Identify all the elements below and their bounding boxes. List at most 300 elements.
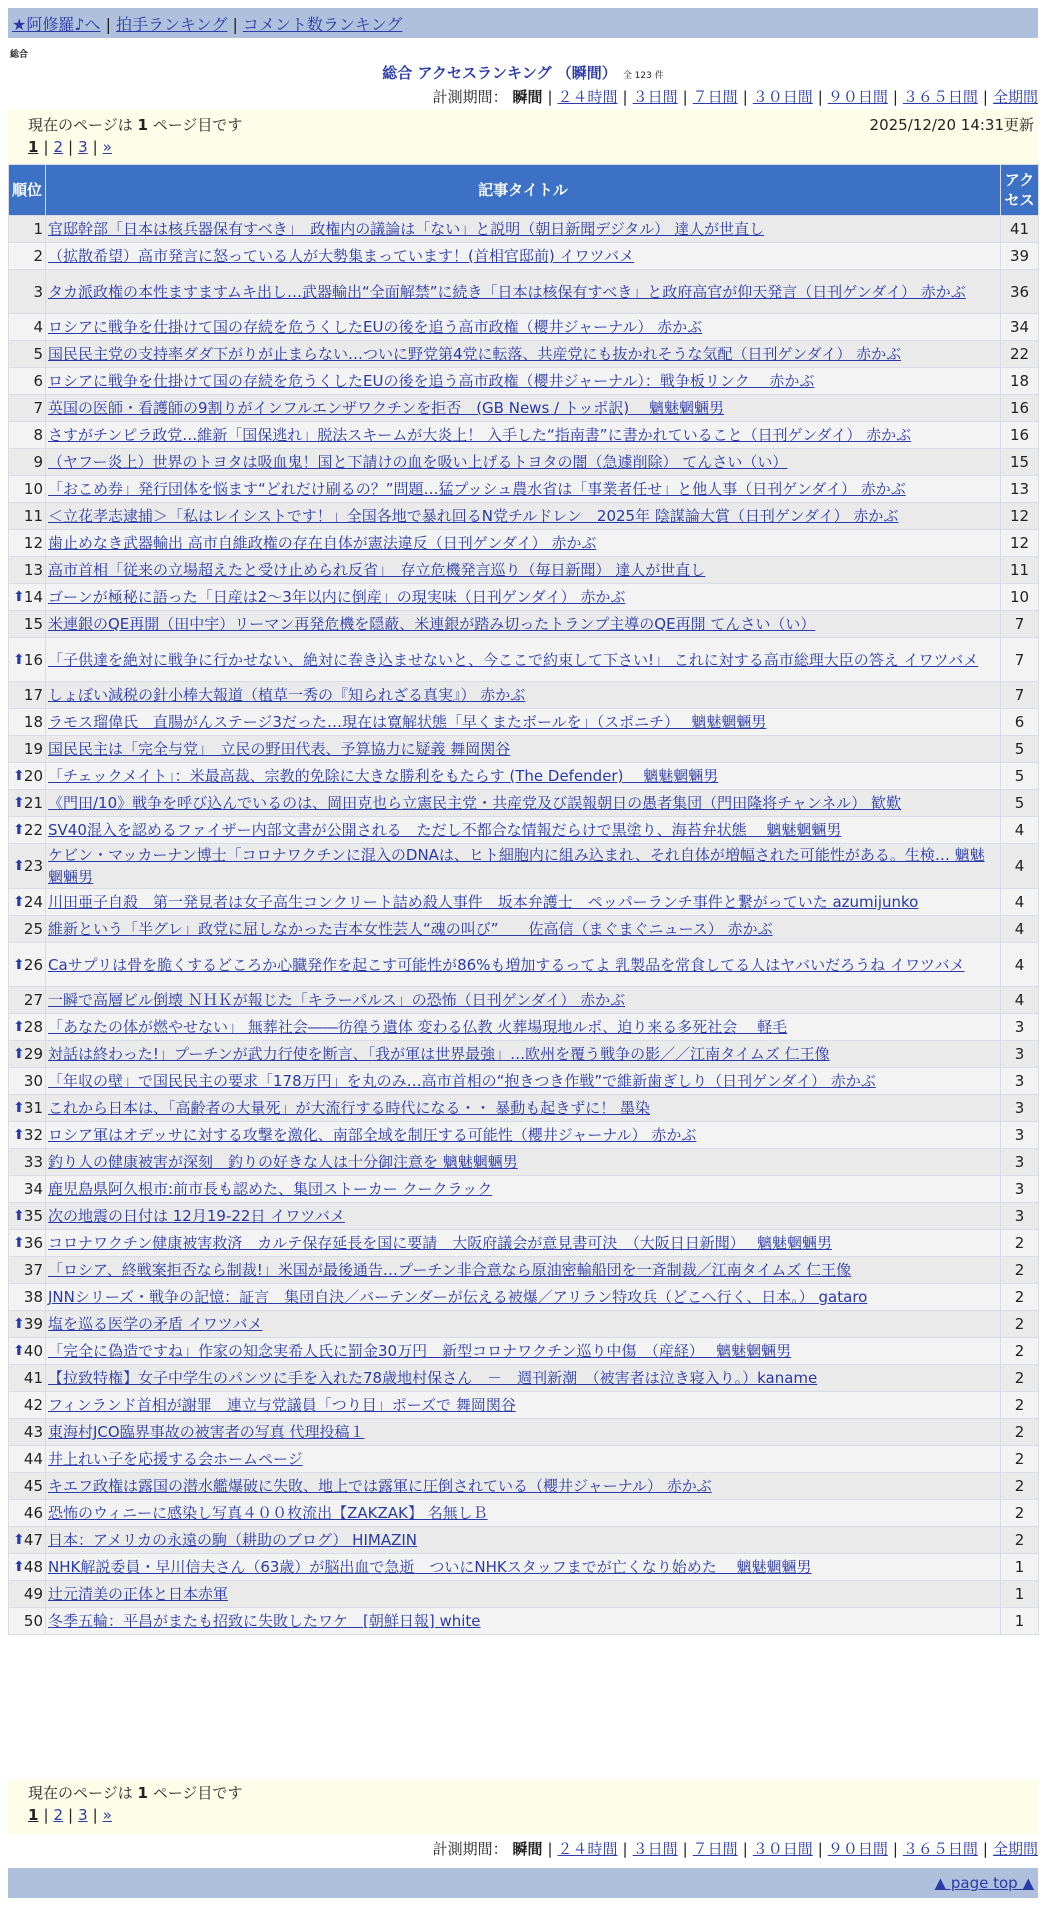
rank-cell — [9, 1473, 46, 1500]
table-row — [9, 1122, 1039, 1149]
access-count-cell: 36 — [1001, 270, 1039, 314]
article-title-link[interactable]: 英国の医師・看護師の9割りがインフルエンザワクチンを拒否 (GB News / トッポ訳) 魑魅魍魎男 — [48, 399, 725, 417]
title-cell — [46, 1041, 1001, 1068]
table-row — [9, 1176, 1039, 1203]
current-page-info: 現在のページは 1 ページ目です — [28, 116, 243, 134]
period-label: 計測期間： — [432, 1840, 508, 1858]
article-title-link[interactable]: ゴーンが極秘に語った「日産は2～3年以内に倒産」の現実味（日刊ゲンダイ） 赤かぶ — [48, 588, 626, 606]
table-row — [9, 611, 1039, 638]
rank-cell — [9, 270, 46, 314]
title-cell — [46, 1527, 1001, 1554]
access-count-cell: 34 — [1001, 314, 1039, 341]
period-option-link[interactable]: ２４時間 — [557, 1840, 618, 1858]
rank-number: 26 — [23, 955, 43, 974]
article-title-link[interactable]: 歯止めなき武器輸出 高市自維政権の存在自体が憲法違反（日刊ゲンダイ） 赤かぶ — [48, 534, 597, 552]
article-title-link[interactable]: キエフ政権は露国の潜水艦爆破に失敗、地上では露軍に圧倒されている（櫻井ジャーナル） 赤かぶ — [48, 1477, 712, 1495]
pagination — [28, 1806, 112, 1824]
pager-link[interactable]: » — [102, 138, 112, 156]
rank-number: 36 — [23, 1234, 43, 1252]
period-option-link[interactable]: ３６５日間 — [902, 1840, 978, 1858]
access-count-cell: 2 — [1001, 1365, 1039, 1392]
table-row — [9, 1311, 1039, 1338]
rank-up-arrow-icon: ⬆ — [13, 1532, 25, 1548]
title-cell — [46, 1284, 1001, 1311]
article-title-link[interactable]: さすがチンピラ政党…維新「国保逃れ」脱法スキームが大炎上！ 入手した“指南書”に書かれていること（日刊ゲンダイ） 赤かぶ — [48, 426, 912, 444]
rank-number: 39 — [23, 1315, 43, 1333]
rank-cell — [9, 1203, 46, 1230]
access-count-cell: 2 — [1001, 1527, 1039, 1554]
article-title-link[interactable]: 「あなたの体が燃やせない」 無葬社会――彷徨う遺体 変わる仏教 火葬場現地ルポ、迫り来る多死社会 軽毛 — [48, 1018, 788, 1036]
rank-number: 44 — [23, 1450, 43, 1468]
pager-link[interactable]: 3 — [78, 138, 88, 156]
separator: | — [817, 1840, 823, 1858]
table-row — [9, 341, 1039, 368]
article-title-link[interactable]: タカ派政権の本性ますますムキ出し…武器輸出“全面解禁”に続き「日本は核保有すべき」と政府高官が仰天発言（日刊ゲンダイ） 赤かぶ — [48, 282, 966, 301]
title-cell — [46, 1473, 1001, 1500]
access-count-cell: 6 — [1001, 709, 1039, 736]
title-cell — [46, 987, 1001, 1014]
table-row — [9, 530, 1039, 557]
access-count-cell: 7 — [1001, 611, 1039, 638]
rank-cell — [9, 503, 46, 530]
rank-cell — [9, 1419, 46, 1446]
table-row — [9, 1554, 1039, 1581]
title-cell — [46, 1122, 1001, 1149]
article-title-link[interactable]: 「チェックメイト」：米最高裁、宗教的免除に大きな勝利をもたらす (The Defender) 魑魅魍魎男 — [48, 767, 719, 785]
separator: | — [92, 1806, 98, 1824]
period-option-link[interactable]: 全期間 — [992, 1840, 1038, 1858]
rank-up-arrow-icon: ⬆ — [13, 589, 25, 605]
rank-up-arrow-icon: ⬆ — [13, 822, 25, 838]
rank-up-arrow-icon: ⬆ — [13, 795, 25, 811]
period-option-link[interactable]: ９０日間 — [827, 88, 888, 106]
article-title-link[interactable]: 恐怖のウィニーに感染し写真４００枚流出【ZAKZAK】 名無しＢ — [48, 1504, 488, 1522]
article-title-link[interactable]: SV40混入を認めるファイザー内部文書が公開される ただし不都合な情報だらけで黒塗り、海苔弁状態 魑魅魍魎男 — [48, 821, 842, 839]
rank-up-arrow-icon: ⬆ — [13, 1019, 25, 1035]
rank-up-arrow-icon: ⬆ — [13, 858, 25, 874]
separator: | — [742, 1840, 748, 1858]
rank-cell — [9, 844, 46, 889]
rank-up-arrow-icon: ⬆ — [13, 1100, 25, 1116]
title-cell — [46, 889, 1001, 916]
table-row — [9, 844, 1039, 889]
separator: | — [622, 88, 628, 106]
rank-number: 25 — [23, 920, 43, 938]
article-title-link[interactable]: 維新という「半グレ」政党に屈しなかった吉本女性芸人“魂の叫び” 佐高信（まぐまぐニュース） 赤かぶ — [48, 920, 773, 938]
rank-cell — [9, 1500, 46, 1527]
access-count-cell: 7 — [1001, 682, 1039, 709]
article-title-link[interactable]: しょぼい減税の針小棒大報道（植草一秀の『知られざる真実』） 赤かぶ — [48, 686, 526, 704]
rank-number: 34 — [23, 1180, 43, 1198]
table-row — [9, 987, 1039, 1014]
rank-number: 9 — [33, 453, 43, 471]
rank-cell — [9, 682, 46, 709]
rank-number: 13 — [23, 561, 43, 579]
table-row — [9, 889, 1039, 916]
article-title-link[interactable]: 【拉致特権】女子中学生のパンツに手を入れた78歳地村保さん － 週刊新潮 （被害者は泣き寝入り。）kaname — [48, 1369, 818, 1387]
separator: | — [43, 138, 49, 156]
period-option-link[interactable]: ３０日間 — [752, 1840, 813, 1858]
home-link[interactable]: ★阿修羅♪へ — [12, 14, 101, 34]
separator: | — [682, 88, 688, 106]
period-selector — [433, 1838, 1038, 1859]
article-title-link[interactable]: 井上れい子を応援する会ホームページ — [48, 1450, 303, 1468]
title-cell — [46, 1149, 1001, 1176]
separator: | — [547, 88, 553, 106]
separator: | — [742, 88, 748, 106]
table-row — [9, 1581, 1039, 1608]
separator: | — [43, 1806, 49, 1824]
pager-link[interactable]: 2 — [53, 138, 64, 156]
title-cell — [46, 790, 1001, 817]
rank-up-arrow-icon: ⬆ — [13, 956, 25, 973]
article-title-link[interactable]: ケビン・マッカーナン博士「コロナワクチンに混入のDNAは、ヒト細胞内に組み込まれ、それ自体が増幅された可能性がある。生検… 魑魅魍魎男 — [48, 846, 985, 886]
table-row — [9, 476, 1039, 503]
title-cell — [46, 1446, 1001, 1473]
title-cell — [46, 1554, 1001, 1581]
access-count-cell: 12 — [1001, 503, 1039, 530]
separator: | — [982, 1840, 988, 1858]
article-title-link[interactable]: 《門田/10》戦争を呼び込んでいるのは、岡田克也ら立憲民主党・共産党及び誤報朝日の愚者集団（門田隆将チャンネル） 歓歎 — [48, 794, 902, 812]
article-title-link[interactable]: Caサプリは骨を脆くするどころか心臓発作を起こす可能性が86%も増加するってよ 乳製品を常食してる人はヤバいだろうね イワツバメ — [48, 955, 965, 974]
period-option-link[interactable]: 全期間 — [992, 88, 1038, 106]
access-count-cell: 22 — [1001, 341, 1039, 368]
title-cell — [46, 1581, 1001, 1608]
pager-current-page: 1 — [28, 138, 39, 156]
access-count-cell: 3 — [1001, 1041, 1039, 1068]
rank-number: 5 — [33, 345, 43, 363]
category-label: 総合 — [10, 50, 29, 60]
separator: | — [892, 1840, 898, 1858]
separator: | — [105, 14, 111, 34]
rank-number: 46 — [23, 1504, 43, 1522]
rank-number: 49 — [23, 1585, 43, 1603]
article-title-link[interactable]: 一瞬で高層ビル倒壊 ＮＨＫが報じた「キラーパルス」の恐怖（日刊ゲンダイ） 赤かぶ — [48, 991, 626, 1009]
table-row — [9, 817, 1039, 844]
period-option-link[interactable]: ９０日間 — [827, 1840, 888, 1858]
pager-link[interactable]: 3 — [78, 1806, 88, 1824]
article-title-link[interactable]: 川田亜子自殺 第一発見者は女子高生コンクリート詰め殺人事件 坂本弁護士 ペッパーランチ事件と繋がっていた azumijunko — [48, 893, 919, 911]
access-count-cell: 3 — [1001, 1122, 1039, 1149]
rank-number: 50 — [23, 1612, 43, 1630]
article-title-link[interactable]: （ヤフー炎上）世界のトヨタは吸血鬼！国と下請けの血を吸い上げるトヨタの闇（急遽削除） てんさい（い） — [48, 453, 788, 471]
access-count-cell: 2 — [1001, 1311, 1039, 1338]
title-cell — [46, 1311, 1001, 1338]
table-row — [9, 1392, 1039, 1419]
rank-cell — [9, 216, 46, 243]
top-nav-bar — [8, 8, 1038, 38]
period-option-link[interactable]: ７日間 — [692, 88, 738, 106]
rank-number: 18 — [23, 713, 43, 731]
title-cell — [46, 395, 1001, 422]
table-row — [9, 1419, 1039, 1446]
table-row — [9, 314, 1039, 341]
table-row — [9, 449, 1039, 476]
rank-cell — [9, 790, 46, 817]
access-count-cell: 7 — [1001, 638, 1039, 682]
rank-number: 28 — [23, 1018, 43, 1036]
rank-cell — [9, 916, 46, 943]
rank-number: 32 — [23, 1126, 43, 1144]
article-title-link[interactable]: コロナワクチン健康被害救済 カルテ保存延長を国に要請 大阪府議会が意見書可決 （大阪日日新聞） 魑魅魍魎男 — [48, 1234, 833, 1252]
article-title-link[interactable]: 冬季五輪：平昌がまたも招致に失敗したワケ [朝鮮日報] white — [48, 1612, 481, 1630]
access-count-cell: 4 — [1001, 889, 1039, 916]
rank-up-arrow-icon: ⬆ — [13, 1235, 25, 1251]
rank-number: 20 — [23, 767, 43, 785]
separator: | — [232, 14, 238, 34]
title-cell — [46, 916, 1001, 943]
rank-number: 45 — [23, 1477, 43, 1495]
access-count-cell: 3 — [1001, 1203, 1039, 1230]
title-cell — [46, 476, 1001, 503]
title-cell — [46, 1230, 1001, 1257]
article-title-link[interactable]: 釣り人の健康被害が深刻 釣りの好きな人は十分御注意を 魑魅魍魎男 — [48, 1153, 518, 1171]
rank-number: 48 — [23, 1558, 43, 1576]
table-row — [9, 1203, 1039, 1230]
rank-cell — [9, 1608, 46, 1635]
rank-number: 12 — [23, 534, 43, 552]
article-title-link[interactable]: ロシア軍はオデッサに対する攻撃を激化、南部全域を制圧する可能性（櫻井ジャーナル） 赤かぶ — [48, 1126, 697, 1144]
separator: | — [817, 88, 823, 106]
access-count-cell: 10 — [1001, 584, 1039, 611]
period-option-link[interactable]: ３日間 — [632, 88, 678, 106]
pagination — [28, 138, 112, 156]
article-title-link[interactable]: 「完全に偽造ですね」作家の知念実希人氏に罰金30万円 新型コロナワクチン巡り中傷 （産経） 魑魅魍魎男 — [48, 1342, 792, 1360]
table-row — [9, 1257, 1039, 1284]
title-cell — [46, 368, 1001, 395]
rank-cell — [9, 1149, 46, 1176]
access-count-cell: 3 — [1001, 1149, 1039, 1176]
article-title-link[interactable]: （拡散希望）高市発言に怒っている人が大勢集まっています！(首相官邸前) イワツバメ — [48, 247, 635, 265]
article-title-link[interactable]: 「子供達を絶対に戦争に行かせない、絶対に巻き込ませないと、今ここで約束して下さい!」 これに対する高市総理大臣の答え イワツバメ — [48, 650, 979, 669]
rank-number: 30 — [23, 1072, 43, 1090]
access-count-cell: 18 — [1001, 368, 1039, 395]
access-count-cell: 2 — [1001, 1446, 1039, 1473]
rank-cell — [9, 1122, 46, 1149]
rank-number: 37 — [23, 1261, 43, 1279]
access-count-cell: 5 — [1001, 763, 1039, 790]
title-cell — [46, 1500, 1001, 1527]
rank-number: 38 — [23, 1288, 43, 1306]
access-count-cell: 2 — [1001, 1338, 1039, 1365]
article-title-link[interactable]: 次の地震の日付は 12月19-22日 イワツバメ — [48, 1207, 345, 1225]
access-count-cell: 2 — [1001, 1419, 1039, 1446]
period-label: 計測期間： — [432, 88, 508, 106]
pager-link[interactable]: 2 — [53, 1806, 64, 1824]
table-row — [9, 638, 1039, 682]
rank-cell — [9, 889, 46, 916]
title-cell — [46, 243, 1001, 270]
rank-number: 27 — [23, 991, 43, 1009]
rank-number: 41 — [23, 1369, 43, 1387]
access-count-cell: 3 — [1001, 1176, 1039, 1203]
rank-cell — [9, 243, 46, 270]
access-count-cell: 4 — [1001, 943, 1039, 987]
rank-number: 24 — [23, 893, 43, 911]
table-row — [9, 557, 1039, 584]
rank-number: 1 — [33, 220, 43, 238]
rank-up-arrow-icon: ⬆ — [13, 1127, 25, 1143]
period-option-active: 瞬間 — [512, 1840, 543, 1858]
page-top-link[interactable]: ▲ page top ▲ — [934, 1874, 1034, 1892]
access-count-cell: 2 — [1001, 1500, 1039, 1527]
table-row — [9, 1527, 1039, 1554]
article-title-link[interactable]: 辻元清美の正体と日本赤軍 — [48, 1585, 229, 1603]
page-info-box-bottom — [8, 1780, 1038, 1834]
title-cell — [46, 422, 1001, 449]
title-cell — [46, 1176, 1001, 1203]
rank-cell — [9, 1581, 46, 1608]
table-row — [9, 916, 1039, 943]
rank-cell — [9, 1176, 46, 1203]
comment-ranking-link[interactable]: コメント数ランキング — [242, 14, 403, 34]
rank-cell — [9, 1365, 46, 1392]
rank-number: 14 — [23, 588, 43, 606]
access-count-cell: 16 — [1001, 395, 1039, 422]
article-title-link[interactable]: ロシアに戦争を仕掛けて国の存続を危うくしたEUの後を追う高市政権（櫻井ジャーナル）：戦争板リンク 赤かぶ — [48, 372, 815, 390]
separator: | — [892, 88, 898, 106]
title-cell — [46, 530, 1001, 557]
table-row — [9, 682, 1039, 709]
period-option-link[interactable]: ７日間 — [692, 1840, 738, 1858]
rank-number: 2 — [33, 247, 43, 265]
article-title-link[interactable]: 国民民主党の支持率ダダ下がりが止まらない…ついに野党第4党に転落、共産党にも抜かれそうな気配（日刊ゲンダイ） 赤かぶ — [48, 345, 902, 363]
article-title-link[interactable]: フィンランド首相が謝罪 連立与党議員「つり目」ポーズで 舞岡関谷 — [48, 1396, 516, 1414]
period-option-link[interactable]: ２４時間 — [557, 88, 618, 106]
access-count-cell: 2 — [1001, 1230, 1039, 1257]
title-cell — [46, 709, 1001, 736]
access-count-cell: 5 — [1001, 736, 1039, 763]
ranking-title: 総合 アクセスランキング （瞬間） — [382, 64, 617, 82]
table-row — [9, 1473, 1039, 1500]
rank-number: 8 — [33, 426, 43, 444]
access-count-cell: 12 — [1001, 530, 1039, 557]
title-cell — [46, 638, 1001, 682]
rank-up-arrow-icon: ⬆ — [13, 1316, 25, 1332]
title-cell — [46, 736, 1001, 763]
rank-cell — [9, 736, 46, 763]
rank-cell — [9, 1284, 46, 1311]
table-row — [9, 1500, 1039, 1527]
table-row — [9, 368, 1039, 395]
article-title-link[interactable]: 米連銀のQE再開（田中宇）リーマン再発危機を隠蔽、米連銀が踏み切ったトランプ主導のQE再開 てんさい（い） — [48, 615, 816, 633]
access-count-cell: 4 — [1001, 817, 1039, 844]
table-row — [9, 584, 1039, 611]
rank-cell — [9, 584, 46, 611]
current-page-info: 現在のページは 1 ページ目です — [28, 1784, 243, 1802]
rank-cell — [9, 987, 46, 1014]
rank-up-arrow-icon: ⬆ — [13, 651, 25, 668]
article-title-link[interactable]: JNNシリーズ・戦争の記憶：証言 集団自決／バーテンダーが伝える被爆／アリラン特攻兵（どこへ行く、日本。） gataro — [48, 1288, 868, 1306]
title-cell — [46, 1392, 1001, 1419]
title-cell — [46, 584, 1001, 611]
footer-bar — [8, 1868, 1038, 1898]
table-row — [9, 736, 1039, 763]
title-column-header: 記事タイトル — [46, 165, 1001, 216]
title-cell — [46, 682, 1001, 709]
rank-number: 23 — [23, 857, 43, 875]
access-count-cell: 2 — [1001, 1473, 1039, 1500]
period-option-link[interactable]: ３６５日間 — [902, 88, 978, 106]
article-title-link[interactable]: 官邸幹部「日本は核兵器保有すべき」 政権内の議論は「ない」と説明（朝日新聞デジタル） 達人が世直し — [48, 220, 765, 238]
access-count-cell: 16 — [1001, 422, 1039, 449]
rank-cell — [9, 422, 46, 449]
article-title-link[interactable]: 対話は終わった!」プーチンが武力行使を断言、「我が軍は世界最強」…欧州を覆う戦争の影／／江南タイムズ 仁王像 — [48, 1045, 830, 1063]
article-title-link[interactable]: これから日本は、「高齢者の大量死」が大流行する時代になる・・ 暴動も起きずに！ 墨染 — [48, 1099, 651, 1117]
article-title-link[interactable]: ロシアに戦争を仕掛けて国の存続を危うくしたEUの後を追う高市政権（櫻井ジャーナル） 赤かぶ — [48, 318, 703, 336]
table-row — [9, 422, 1039, 449]
separator: | — [982, 88, 988, 106]
article-title-link[interactable]: 国民民主は「完全与党」 立民の野田代表、予算協力に疑義 舞岡関谷 — [48, 740, 511, 758]
page-info-box — [8, 110, 1038, 164]
updated-timestamp: 2025/12/20 14:31更新 — [869, 116, 1034, 134]
period-option-link[interactable]: ３０日間 — [752, 88, 813, 106]
article-title-link[interactable]: NHK解説委員・早川信夫さん（63歳）が脳出血で急逝 ついにNHKスタッフまでが亡くなり始めた 魑魅魍魎男 — [48, 1558, 812, 1576]
table-row — [9, 1284, 1039, 1311]
article-title-link[interactable]: 日本：アメリカの永遠の駒（耕助のブログ） HIMAZIN — [48, 1531, 417, 1549]
rank-number: 42 — [23, 1396, 43, 1414]
rank-up-arrow-icon: ⬆ — [13, 894, 25, 910]
rank-cell — [9, 395, 46, 422]
rank-cell — [9, 817, 46, 844]
table-row — [9, 1014, 1039, 1041]
title-cell — [46, 817, 1001, 844]
access-count-cell: 1 — [1001, 1608, 1039, 1635]
rank-cell — [9, 1338, 46, 1365]
rank-number: 31 — [23, 1099, 43, 1117]
rank-cell — [9, 943, 46, 987]
article-title-link[interactable]: 「おこめ券」発行団体を悩ます“どれだけ刷るの？”問題…猛プッシュ農水省は「事業者任せ」と他人事（日刊ゲンダイ） 赤かぶ — [48, 480, 906, 498]
rank-number: 35 — [23, 1207, 43, 1225]
article-title-link[interactable]: 高市首相「従来の立場超えたと受け止められ反省」 存立危機発言巡り（毎日新聞） 達人が世直し — [48, 561, 706, 579]
pager-link[interactable]: » — [102, 1806, 112, 1824]
article-title-link[interactable]: 塩を巡る医学の矛盾 イワツバメ — [48, 1315, 263, 1333]
table-row — [9, 243, 1039, 270]
title-cell — [46, 1203, 1001, 1230]
access-count-cell: 4 — [1001, 987, 1039, 1014]
total-count: 全 123 件 — [622, 71, 664, 81]
rank-column-header: 順位 — [9, 165, 46, 216]
access-count-cell: 15 — [1001, 449, 1039, 476]
article-title-link[interactable]: 「年収の壁」で国民民主の要求「178万円」を丸のみ…高市首相の“抱きつき作戦”で維新歯ぎしり（日刊ゲンダイ） 赤かぶ — [48, 1072, 876, 1090]
ranking-table — [8, 164, 1039, 1635]
rank-cell — [9, 763, 46, 790]
title-cell — [46, 1608, 1001, 1635]
access-count-cell: 2 — [1001, 1392, 1039, 1419]
access-count-cell: 4 — [1001, 844, 1039, 889]
table-row — [9, 1095, 1039, 1122]
article-title-link[interactable]: ＜立花孝志逮捕＞「私はレイシストです！」全国各地で暴れ回るN党チルドレン 2025年 陰謀論大賞（日刊ゲンダイ） 赤かぶ — [48, 507, 899, 525]
table-row — [9, 1608, 1039, 1635]
rank-cell — [9, 368, 46, 395]
rank-cell — [9, 341, 46, 368]
article-title-link[interactable]: ラモス瑠偉氏 直腸がんステージ3だった…現在は寛解状態「早くまたボールを」（スポニチ） 魑魅魍魎男 — [48, 713, 767, 731]
title-cell — [46, 1095, 1001, 1122]
access-count-cell: 3 — [1001, 1014, 1039, 1041]
article-title-link[interactable]: 「ロシア、終戦案拒否なら制裁!」米国が最後通告…プーチン非合意なら原油密輸船団を一斉制裁／江南タイムズ 仁王像 — [48, 1261, 852, 1279]
title-cell — [46, 341, 1001, 368]
article-title-link[interactable]: 鹿児島県阿久根市:前市長も認めた、集団ストーカー クークラック — [48, 1180, 493, 1198]
rank-cell — [9, 1446, 46, 1473]
rank-up-arrow-icon: ⬆ — [13, 1046, 25, 1062]
rank-cell — [9, 557, 46, 584]
rank-number: 15 — [23, 615, 43, 633]
period-option-link[interactable]: ３日間 — [632, 1840, 678, 1858]
table-row — [9, 1230, 1039, 1257]
access-count-cell: 2 — [1001, 1257, 1039, 1284]
clap-ranking-link[interactable]: 拍手ランキング — [115, 14, 228, 34]
article-title-link[interactable]: 東海村JCO臨界事故の被害者の写真 代理投稿１ — [48, 1423, 365, 1441]
